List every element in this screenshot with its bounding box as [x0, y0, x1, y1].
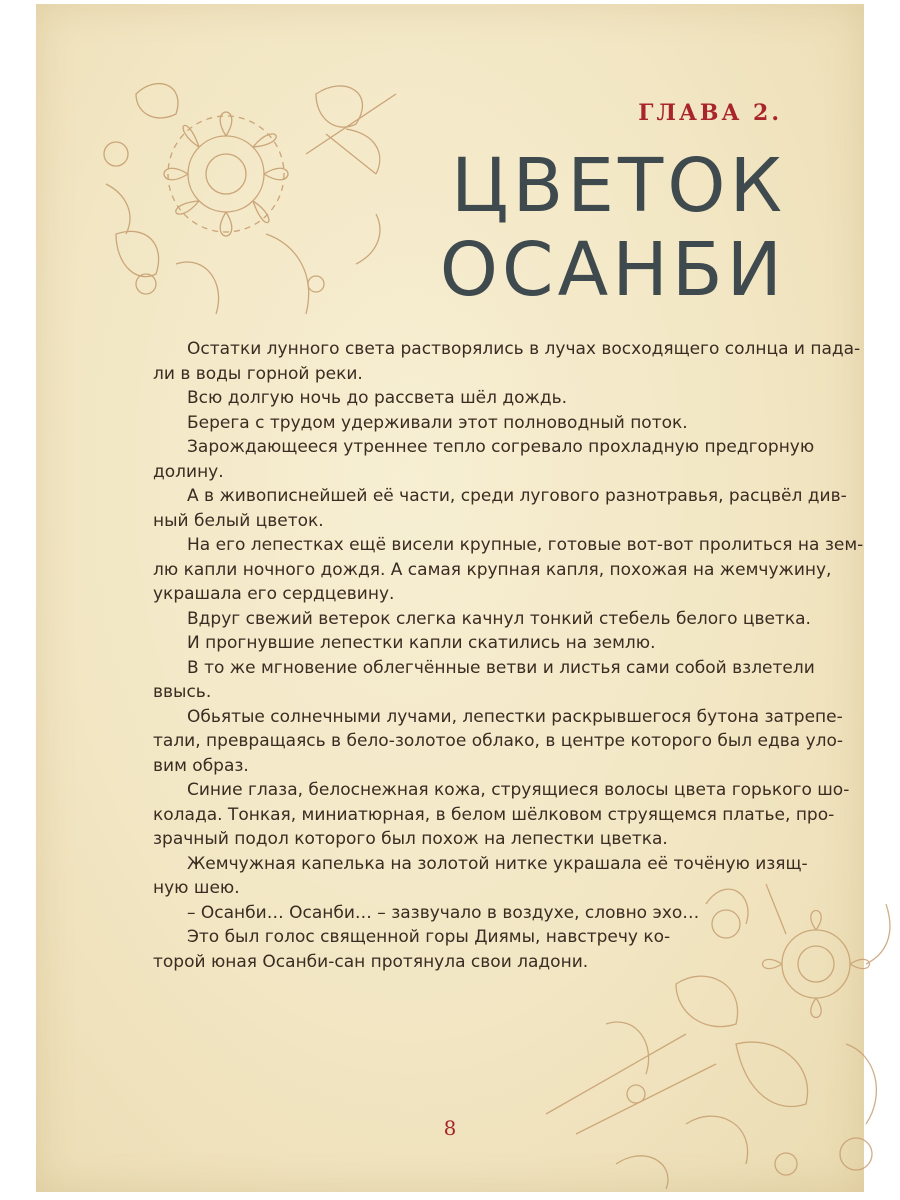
text-line: ную шею.	[153, 878, 240, 898]
text-line: тали, превращаясь в бело-золотое облако, в центре которого был едва уло-	[153, 731, 844, 751]
text-line: Вдруг свежий ветерок слегка качнул тонкий стебель белого цветка.	[187, 608, 811, 629]
text-line: ный белый цветок.	[153, 510, 324, 531]
text-line: Зарождающееся утреннее тепло согревало прохладную предгорную	[187, 437, 815, 457]
text-line: Обьятые солнечными лучами, лепестки раскрывшегося бутона затрепе-	[187, 706, 843, 727]
chapter-body-text	[153, 337, 864, 974]
chapter-title-line-2: ОСАНБИ	[439, 227, 786, 313]
text-line: колада. Тонкая, миниатюрная, в белом шёлковом струящемся платье, про-	[153, 804, 835, 825]
chapter-title-line-1: ЦВЕТОК	[451, 143, 786, 229]
text-line: На его лепестках ещё висели крупные, готовые вот-вот пролиться на зем-	[187, 535, 864, 555]
text-line: Это был голос священной горы Диямы, навстречу ко-	[187, 927, 671, 947]
chapter-label: ГЛАВА 2.	[638, 100, 782, 126]
text-line: ли в воды горной реки.	[153, 363, 363, 384]
chapter-title	[440, 144, 786, 312]
text-line: Жемчужная капелька на золотой нитке украшала её точёную изящ-	[187, 853, 808, 874]
text-line: зрачный подол которого был похож на лепестки цветка.	[153, 829, 668, 849]
text-line: Всю долгую ночь до рассвета шёл дождь.	[187, 388, 568, 408]
text-line: Синие глаза, белоснежная кожа, струящиеся волосы цвета горького шо-	[187, 780, 850, 800]
text-line: ввысь.	[153, 682, 212, 702]
text-line: вим образ.	[153, 755, 249, 776]
text-line: торой юная Осанби-сан протянула свои ладони.	[153, 951, 589, 972]
page-number: 8	[443, 1116, 457, 1140]
book-page	[36, 4, 864, 1192]
text-line: долину.	[153, 461, 224, 482]
text-line: В то же мгновение облегчённые ветви и листья сами собой взлетели	[187, 657, 815, 678]
text-line: А в живописнейшей её части, среди лугового разнотравья, расцвёл див-	[187, 486, 847, 506]
text-line: лю капли ночного дождя. А самая крупная капля, похожая на жемчужину,	[153, 559, 832, 580]
text-line: – Осанби… Осанби… – зазвучало в воздухе, словно эхо…	[187, 902, 700, 923]
floral-ornament-top-left	[76, 34, 406, 334]
text-line: Берега с трудом удерживали этот полноводный поток.	[187, 412, 688, 433]
text-line: Остатки лунного света растворялись в лучах восходящего солнца и пада-	[187, 339, 861, 359]
text-line: украшала его сердцевину.	[153, 584, 395, 604]
text-line: И прогнувшие лепестки капли скатились на землю.	[187, 633, 656, 653]
